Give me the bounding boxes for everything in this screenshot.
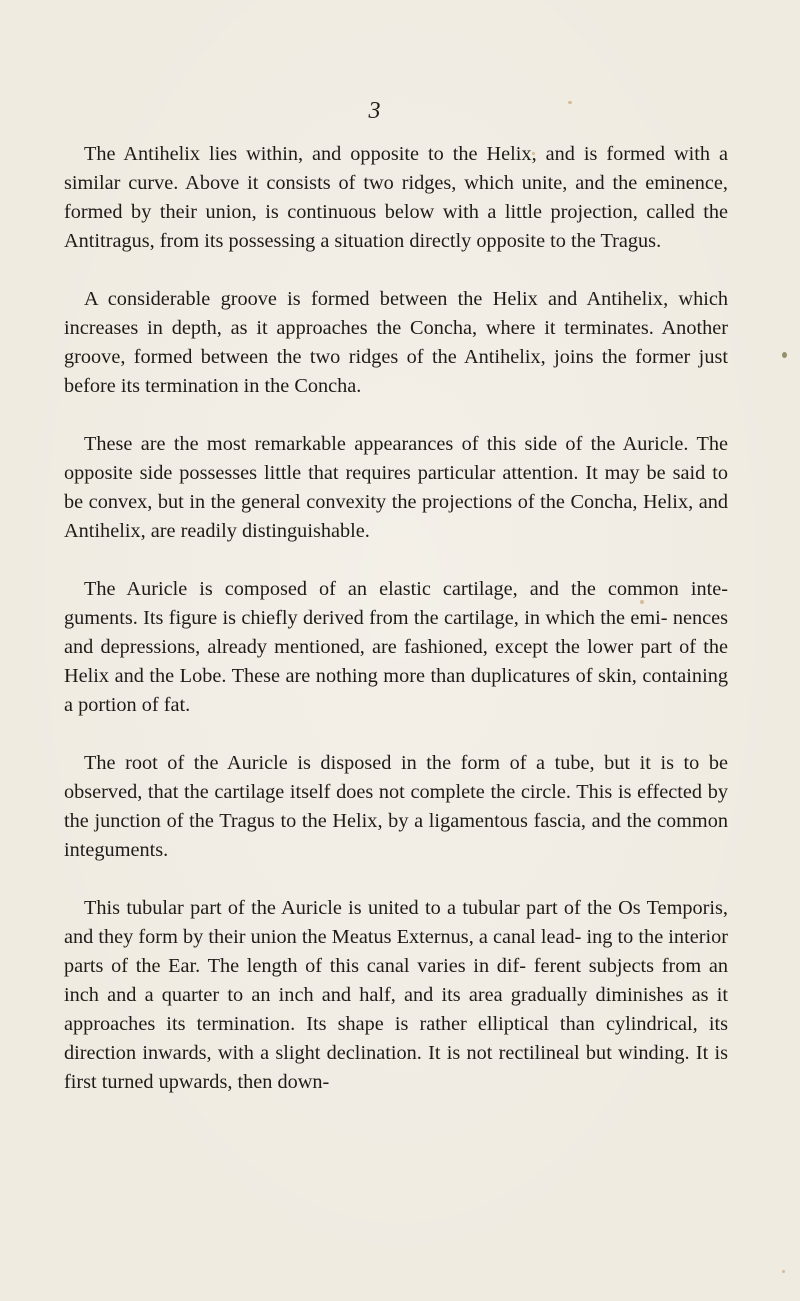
- body-text: [64, 140, 728, 1097]
- paragraph-appearances: These are the most remarkable appearances of this side of the Auricle. The opposite side possesses little that requires particular attention. It may be said to be convex, but in the general convexity the projections of the Concha, Helix, and Antihelix, are readily distinguishable.: [64, 433, 728, 542]
- page-number: 3: [368, 98, 382, 124]
- paragraph-groove: A considerable groove is formed between the Helix and Antihelix, which increases in depth, as it approaches the Concha, where it terminates. Another groove, formed between the two ridges of the Antihelix, joins the former just before its termination in the Concha.: [64, 288, 728, 397]
- foxing-speck: [782, 352, 787, 358]
- paragraph-composition: The Auricle is composed of an elastic cartilage, and the common inte- guments. Its figure is chiefly derived from the cartilage, in which the emi- nences and depressions, already mentioned, are fashioned, except the lower part of the Helix and the Lobe. These are nothing more than duplicatures of skin, containing a portion of fat.: [64, 578, 728, 716]
- foxing-speck: [782, 1270, 785, 1273]
- paragraph-meatus: This tubular part of the Auricle is united to a tubular part of the Os Temporis, and they form by their union the Meatus Externus, a canal lead- ing to the interior parts of the Ear. The length of this canal varies in dif- ferent subjects from an inch and a quarter to an inch and half, and its area gradually diminishes as it approaches its termination. Its shape is rather elliptical than cylindrical, its direction inwards, with a slight declination. It is not rectilineal but winding. It is first turned upwards, then down-: [64, 897, 728, 1093]
- paragraph-antihelix: The Antihelix lies within, and opposite to the Helix, and is formed with a similar curve. Above it consists of two ridges, which unite, and the eminence, formed by their union, is continuous below with a little projection, called the Antitragus, from its possessing a situation directly opposite to the Tragus.: [64, 143, 728, 252]
- paragraph-root: The root of the Auricle is disposed in the form of a tube, but it is to be observed, that the cartilage itself does not complete the circle. This is effected by the junction of the Tragus to the Helix, by a ligamentous fascia, and the common integuments.: [64, 752, 728, 861]
